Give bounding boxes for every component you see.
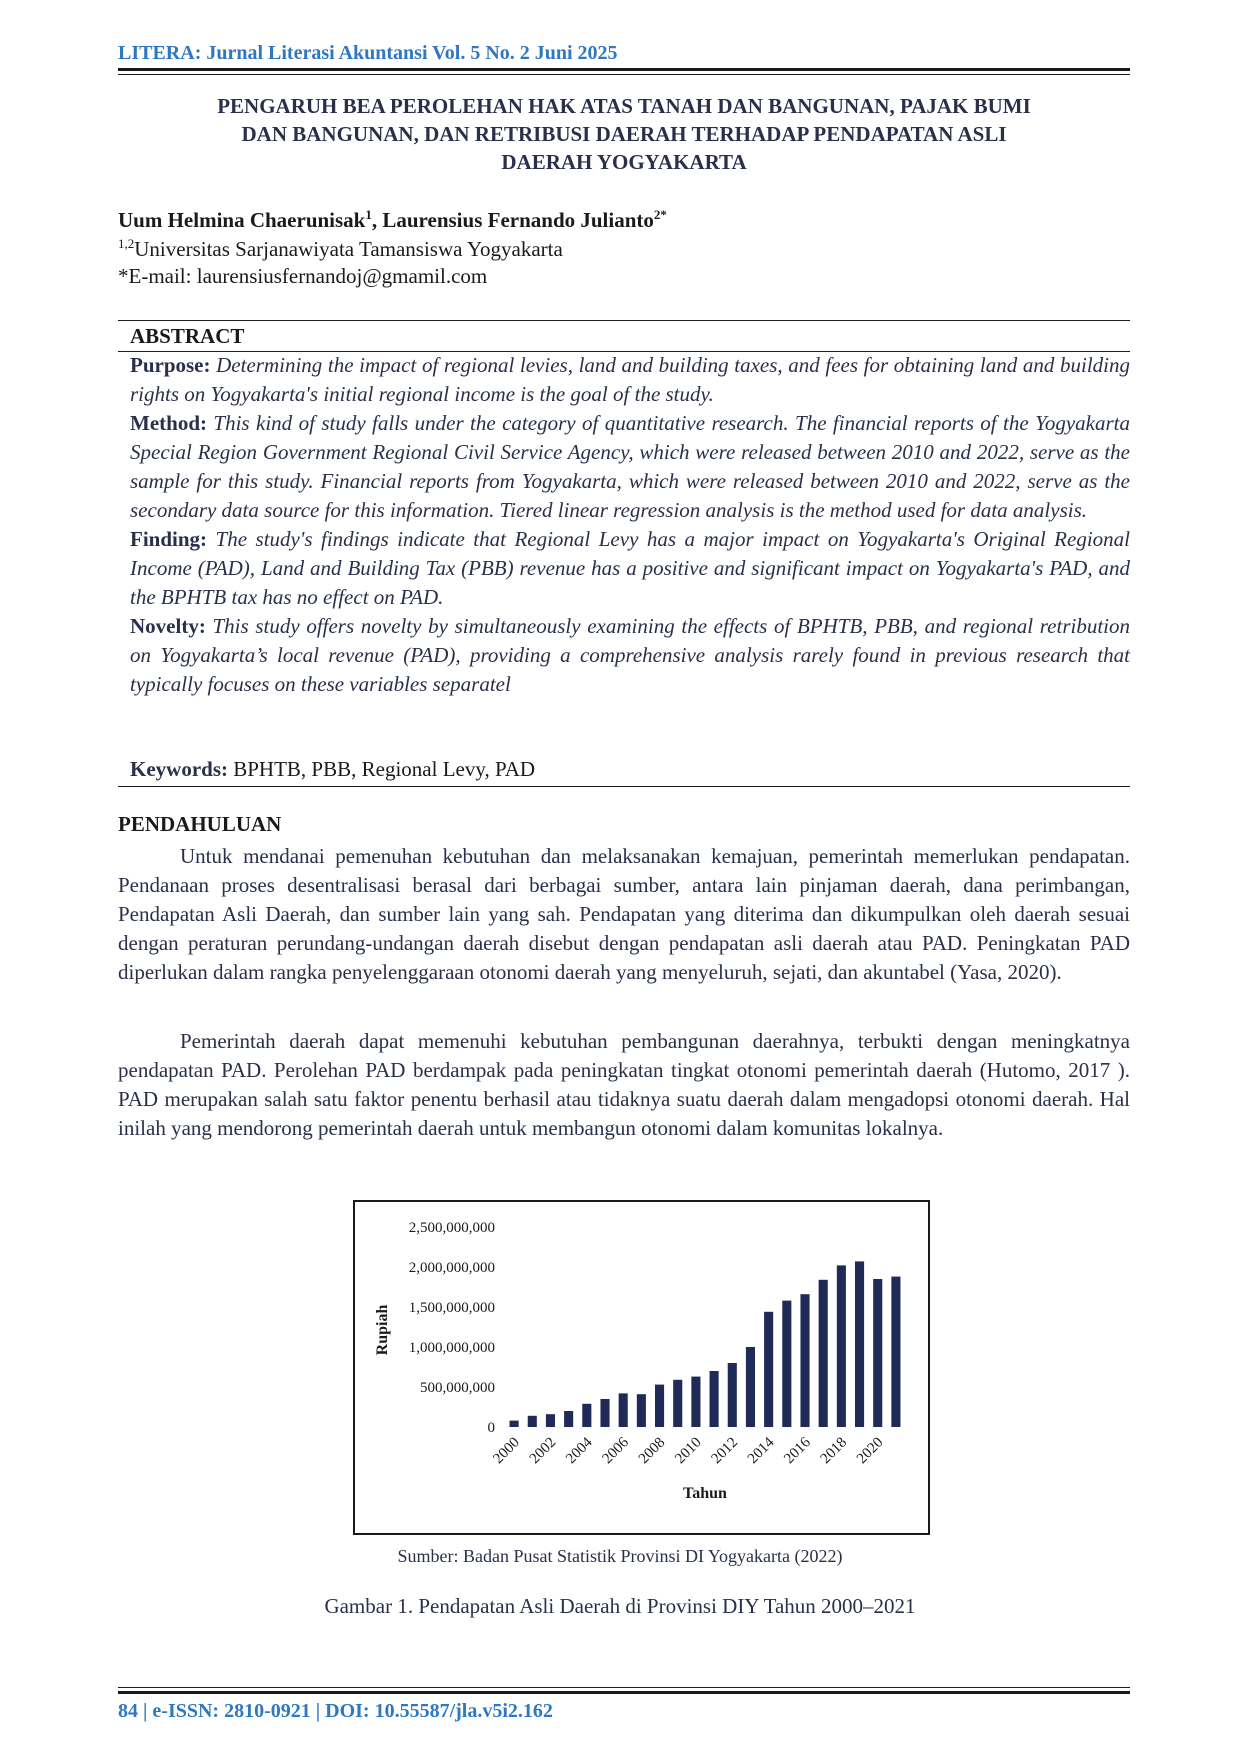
bar-chart [355, 1202, 928, 1533]
body-paragraph: Pemerintah daerah dapat memenuhi kebutuhan pembangunan daerahnya, terbukti dengan meningkatnya pendapatan PAD. Perolehan PAD berdampak pada peningkatan tingkat otonomi pemerintah daerah (Hutomo, 2017 ). PAD merupakan salah satu faktor penentu berhasil atau tidaknya suatu daerah dalam mengadopsi otonomi daerah. Hal inilah yang mendorong pemerintah daerah untuk membangun otonomi dalam komunitas lokalnya. [118, 1029, 1130, 1140]
author-list [118, 207, 667, 233]
x-tick-label: 2004 [563, 1434, 596, 1468]
figure-caption: Gambar 1. Pendapatan Asli Daerah di Provinsi DIY Tahun 2000–2021 [324, 1594, 916, 1618]
method-text: This kind of study falls under the category of quantitative research. The financial reports of the Yogyakarta Special Region Government Regional Civil Service Agency, which were released between 2010 and 2022, serve as the sample for this study. Financial reports from Yogyakarta, which were released between 2010 and 2022, serve as the secondary data source for this information. Tiered linear regression analysis is the method used for data analysis. [130, 411, 1131, 522]
abstract-heading: ABSTRACT [130, 324, 245, 348]
figure-source: Sumber: Badan Pusat Statistik Provinsi DI Yogyakarta (2022) [397, 1546, 843, 1566]
x-tick-label: 2018 [817, 1434, 851, 1468]
author-name: Laurensius Fernando Julianto [382, 208, 654, 232]
x-tick-label: 2020 [854, 1434, 887, 1468]
y-tick-label: 1,500,000,000 [408, 1300, 495, 1316]
bar-2020 [873, 1279, 882, 1427]
body-paragraph: Untuk mendanai pemenuhan kebutuhan dan melaksanakan kemajuan, pemerintah memerlukan pendapatan. Pendanaan proses desentralisasi berasal dari berbagai sumber, antara lain pinjaman daerah, dana perimbangan, Pendapatan Asli Daerah, dan sumber lain yang sah. Pendapatan yang diterima dan dikumpulkan oleh daerah sesuai dengan peraturan perundang-undangan daerah disebut dengan pendapatan asli daerah atau PAD. Peningkatan PAD diperlukan dalam rangka penyelenggaraan otonomi daerah yang menyeluruh, sejati, dan akuntabel (Yasa, 2020). [118, 844, 1130, 984]
bar-2013 [746, 1347, 755, 1427]
bar-2011 [710, 1371, 719, 1427]
abstract-purpose [130, 351, 1130, 409]
bar-2019 [855, 1261, 864, 1427]
bar-2000 [510, 1421, 519, 1427]
abstract-novelty [130, 612, 1130, 699]
abstract-finding [130, 525, 1130, 612]
header-rule-thin [118, 74, 1130, 75]
author-sup: 1 [365, 207, 372, 222]
keywords-text: BPHTB, PBB, Regional Levy, PAD [228, 757, 536, 781]
bar-2017 [819, 1280, 828, 1427]
footer-rule [118, 1691, 1130, 1694]
bar-2002 [546, 1414, 555, 1427]
abstract-method [130, 409, 1130, 525]
x-tick-label: 2002 [526, 1434, 560, 1468]
bar-2018 [837, 1265, 846, 1427]
method-label: Method: [130, 411, 207, 435]
header-rule [118, 68, 1130, 71]
affiliation-sup: 1,2 [118, 236, 135, 251]
abstract [130, 322, 1130, 351]
abstract-bottom-rule [118, 786, 1130, 787]
novelty-text: This study offers novelty by simultaneously examining the effects of BPHTB, PBB, and regional retribution on Yogyakarta’s local revenue (PAD), providing a comprehensive analysis rarely found in previous research that typically focuses on these variables separatel [130, 614, 1131, 696]
bar-2001 [528, 1416, 537, 1427]
affiliation [118, 236, 563, 262]
bar-2005 [600, 1399, 609, 1427]
author-name: Uum Helmina Chaerunisak [118, 208, 366, 232]
y-tick-label: 0 [487, 1420, 495, 1436]
bar-2014 [764, 1312, 773, 1427]
abstract-body [130, 351, 1130, 699]
x-axis-label: Tahun [683, 1485, 727, 1502]
y-tick-label: 1,000,000,000 [408, 1340, 495, 1356]
purpose-label: Purpose: [130, 353, 211, 377]
bar-2012 [728, 1363, 737, 1427]
keywords [130, 757, 535, 782]
x-tick-label: 2006 [599, 1434, 633, 1468]
bar-2007 [637, 1394, 646, 1427]
footer-text: 84 | e-ISSN: 2810-0921 | DOI: 10.55587/jla.v5i2.162 [118, 1700, 553, 1722]
bar-2021 [891, 1277, 900, 1427]
keywords-label: Keywords: [130, 757, 228, 781]
bar-2004 [582, 1404, 591, 1427]
x-tick-label: 2008 [635, 1434, 669, 1468]
bar-2009 [673, 1380, 682, 1427]
abstract-top-rule [118, 320, 1130, 321]
y-tick-label: 2,000,000,000 [408, 1260, 495, 1276]
x-tick-label: 2014 [744, 1434, 778, 1468]
y-tick-label: 2,500,000,000 [408, 1220, 495, 1236]
y-tick-label: 500,000,000 [420, 1380, 495, 1396]
figure-frame [353, 1200, 930, 1535]
affiliation-text: Universitas Sarjanawiyata Tamansiswa Yogyakarta [134, 237, 563, 261]
finding-label: Finding: [130, 527, 208, 551]
bar-2008 [655, 1385, 664, 1427]
bar-2015 [782, 1301, 791, 1427]
finding-text: The study's findings indicate that Regional Levy has a major impact on Yogyakarta's Original Regional Income (PAD), Land and Building Tax (PBB) revenue has a positive and significant impact on Yogyakarta's PAD, and the BPHTB tax has no effect on PAD. [130, 527, 1131, 609]
title-line: DAN BANGUNAN, DAN RETRIBUSI DAERAH TERHADAP PENDAPATAN ASLI [241, 122, 1007, 146]
y-axis-label: Rupiah [374, 1304, 391, 1356]
paper-title [118, 92, 1130, 176]
email: *E-mail: laurensiusfernandoj@gmamil.com [118, 264, 488, 288]
bar-2010 [691, 1377, 700, 1427]
novelty-label: Novelty: [130, 614, 206, 638]
footer-rule-thin [118, 1687, 1130, 1688]
bar-2003 [564, 1411, 573, 1427]
bar-2016 [800, 1294, 809, 1427]
author-sup: 2* [653, 207, 667, 222]
x-tick-label: 2016 [781, 1434, 814, 1468]
x-tick-label: 2000 [490, 1434, 523, 1468]
title-line: PENGARUH BEA PEROLEHAN HAK ATAS TANAH DAN BANGUNAN, PAJAK BUMI [217, 94, 1031, 118]
section-heading: PENDAHULUAN [118, 812, 282, 836]
purpose-text: Determining the impact of regional levies, land and building taxes, and fees for obtaining land and building rights on Yogyakarta's initial regional income is the goal of the study. [130, 353, 1130, 406]
x-tick-label: 2010 [672, 1434, 705, 1468]
journal-header: LITERA: Jurnal Literasi Akuntansi Vol. 5 No. 2 Juni 2025 [118, 42, 618, 64]
x-tick-label: 2012 [708, 1434, 742, 1468]
bar-2006 [619, 1393, 628, 1427]
title-line: DAERAH YOGYAKARTA [501, 150, 747, 174]
author-separator: , [371, 208, 383, 232]
